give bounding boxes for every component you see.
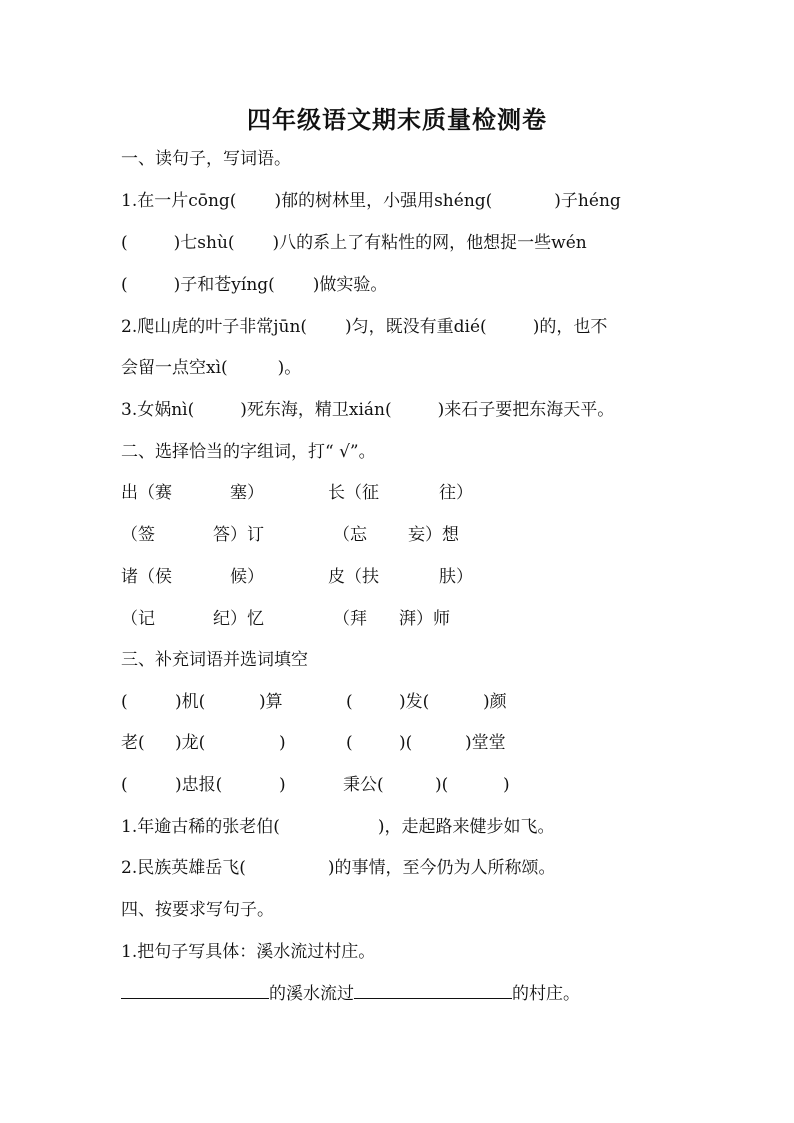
answer-underline [121, 997, 269, 999]
section2-heading: 二、选择恰当的字组词，打“ √”。 [121, 442, 376, 462]
option: 诸（侯 [121, 567, 172, 587]
s1-q1-line1 [121, 187, 621, 215]
s1-q1-line3 [121, 271, 387, 299]
option: 长（征 [328, 483, 379, 503]
idiom-part: )堂堂 [465, 733, 506, 753]
idiom-part: ( [121, 692, 128, 712]
idiom-part: )( [435, 775, 449, 795]
idiom-part: ) [503, 775, 510, 795]
option: 纪）忆 [213, 609, 264, 629]
exam-title: 四年级语文期末质量检测卷 [247, 106, 547, 134]
text: )郁的树林里，小强用shéng( [274, 191, 493, 211]
option: 肤） [439, 567, 473, 587]
s3-fill-2 [121, 854, 556, 882]
text: )来石子要把东海天平。 [437, 400, 615, 420]
idiom-part: )忠报( [175, 775, 223, 795]
s3-row-1 [121, 688, 681, 716]
idiom-part: 老( [121, 733, 145, 753]
section4-heading: 四、按要求写句子。 [121, 900, 274, 920]
s4-q1: 1.把句子写具体：溪水流过村庄。 [121, 942, 376, 962]
text: )。 [277, 358, 302, 378]
s1-q2-line2 [121, 354, 301, 382]
s2-row-1 [121, 479, 681, 507]
s4-q1-answer [121, 980, 580, 1008]
idiom-part: 秉公( [343, 775, 384, 795]
text: )七shù( [173, 233, 235, 253]
text: 2.民族英雄岳飞( [121, 858, 246, 878]
idiom-part: )发( [399, 692, 430, 712]
s3-row-2 [121, 729, 681, 757]
idiom-part: )( [399, 733, 413, 753]
text: )匀，既没有重dié( [345, 317, 487, 337]
idiom-part: )颜 [483, 692, 507, 712]
option: 出（赛 [121, 483, 172, 503]
option: 妄）想 [408, 525, 459, 545]
option: （记 [121, 609, 155, 629]
s1-q1-line2 [121, 229, 587, 257]
idiom-part: ( [121, 775, 128, 795]
option: 候） [230, 567, 264, 587]
text: 的溪水流过 [269, 984, 354, 1004]
idiom-part: ( [346, 692, 353, 712]
text: )的事情，至今仍为人所称颂。 [327, 858, 556, 878]
idiom-part: )机( [175, 692, 206, 712]
text: )做实验。 [312, 275, 388, 295]
text: 会留一点空xì( [121, 358, 228, 378]
idiom-part: ) [279, 733, 286, 753]
text: 1.年逾古稀的张老伯( [121, 817, 280, 837]
option: 塞） [230, 483, 264, 503]
s1-q2-line1 [121, 313, 607, 341]
s2-row-2 [121, 521, 681, 549]
idiom-part: ) [279, 775, 286, 795]
text: 的村庄。 [512, 984, 580, 1004]
text: 1.在一片cōng( [121, 191, 237, 211]
text: )八的系上了有粘性的网，他想捉一些wén [272, 233, 587, 253]
text: 2.爬山虎的叶子非常jūn( [121, 317, 308, 337]
text: )子héng [554, 191, 621, 211]
s2-row-4 [121, 605, 681, 633]
option: 往） [439, 483, 473, 503]
option: 答）订 [213, 525, 264, 545]
idiom-part: ( [346, 733, 353, 753]
text: ( [121, 275, 128, 295]
option: （签 [121, 525, 155, 545]
option: （拜 [333, 609, 367, 629]
text: )子和苍yíng( [173, 275, 275, 295]
text: ( [121, 233, 128, 253]
section1-heading: 一、读句子，写词语。 [121, 149, 291, 169]
option: 皮（扶 [328, 567, 379, 587]
s1-q3 [121, 396, 614, 424]
text: 3.女娲nì( [121, 400, 195, 420]
idiom-part: )算 [259, 692, 283, 712]
text: )，走起路来健步如飞。 [377, 817, 555, 837]
text: )死东海，精卫xián( [240, 400, 392, 420]
s3-row-3 [121, 771, 681, 799]
s2-row-3 [121, 563, 681, 591]
option: （忘 [333, 525, 367, 545]
s3-fill-1 [121, 813, 555, 841]
answer-underline [354, 997, 512, 999]
option: 湃）师 [399, 609, 450, 629]
text: )的，也不 [532, 317, 608, 337]
idiom-part: )龙( [175, 733, 206, 753]
section3-heading: 三、补充词语并选词填空 [121, 650, 308, 670]
